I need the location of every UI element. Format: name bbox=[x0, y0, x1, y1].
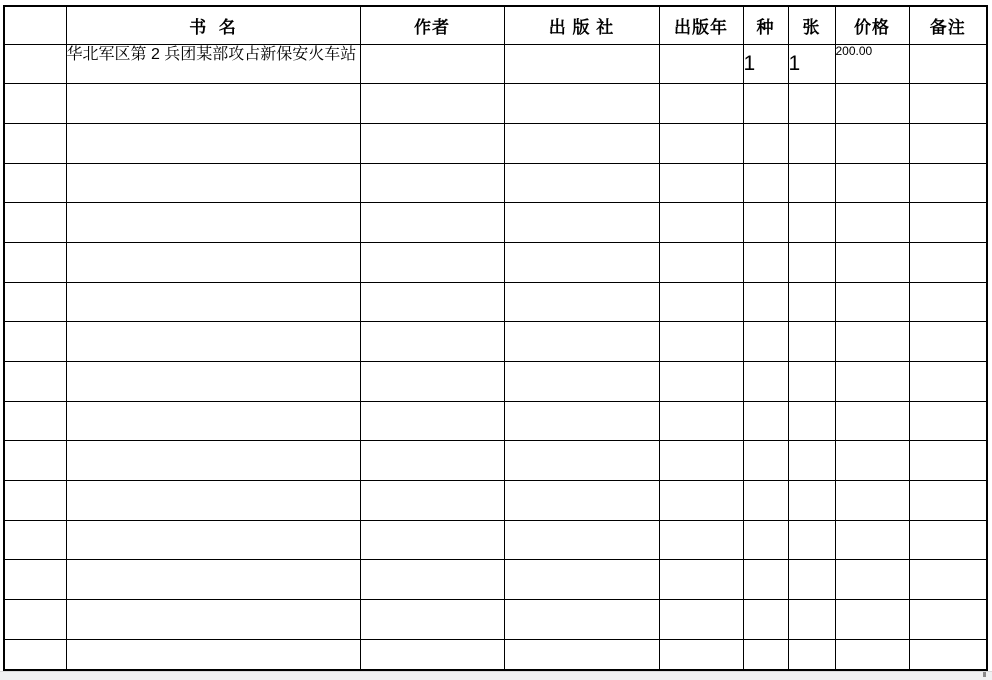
cell-remarks[interactable] bbox=[909, 203, 987, 243]
cell-publisher[interactable] bbox=[504, 441, 659, 481]
cell-publisher[interactable] bbox=[504, 401, 659, 441]
cell-book-title[interactable] bbox=[66, 401, 360, 441]
cell-sheets[interactable] bbox=[788, 639, 835, 670]
cell-sheets[interactable] bbox=[788, 520, 835, 560]
cell-kind[interactable]: 1 bbox=[743, 44, 788, 84]
cell-price[interactable] bbox=[835, 560, 909, 600]
cell-index[interactable] bbox=[4, 44, 66, 84]
cell-sheets[interactable] bbox=[788, 441, 835, 481]
cell-price[interactable] bbox=[835, 123, 909, 163]
cell-publish-year[interactable] bbox=[659, 123, 743, 163]
cell-index[interactable] bbox=[4, 362, 66, 402]
cell-author[interactable] bbox=[360, 203, 504, 243]
cell-author[interactable] bbox=[360, 401, 504, 441]
cell-author[interactable] bbox=[360, 481, 504, 521]
table-row bbox=[4, 163, 987, 203]
cell-index[interactable] bbox=[4, 481, 66, 521]
cell-publisher[interactable] bbox=[504, 282, 659, 322]
cell-index[interactable] bbox=[4, 203, 66, 243]
cell-kind[interactable] bbox=[743, 322, 788, 362]
header-author: 作者 bbox=[360, 6, 504, 44]
cell-book-title[interactable] bbox=[66, 163, 360, 203]
cell-index[interactable] bbox=[4, 84, 66, 124]
cell-author[interactable] bbox=[360, 282, 504, 322]
header-price: 价格 bbox=[835, 6, 909, 44]
cell-price[interactable]: 200.00 bbox=[835, 44, 909, 84]
table-row bbox=[4, 322, 987, 362]
cell-index[interactable] bbox=[4, 123, 66, 163]
cell-author[interactable] bbox=[360, 560, 504, 600]
cell-kind[interactable] bbox=[743, 639, 788, 670]
cell-sheets[interactable] bbox=[788, 481, 835, 521]
cell-publish-year[interactable] bbox=[659, 600, 743, 640]
cell-price[interactable] bbox=[835, 203, 909, 243]
cell-book-title[interactable] bbox=[66, 639, 360, 670]
cell-book-title[interactable] bbox=[66, 282, 360, 322]
header-book-title: 书 名 bbox=[66, 6, 360, 44]
header-remarks: 备注 bbox=[909, 6, 987, 44]
table-row bbox=[4, 481, 987, 521]
cell-sheets[interactable] bbox=[788, 163, 835, 203]
cell-index[interactable] bbox=[4, 639, 66, 670]
table-row bbox=[4, 242, 987, 282]
cell-remarks[interactable] bbox=[909, 44, 987, 84]
cell-publisher[interactable] bbox=[504, 362, 659, 402]
cell-sheets[interactable]: 1 bbox=[788, 44, 835, 84]
cell-author[interactable] bbox=[360, 520, 504, 560]
cell-remarks[interactable] bbox=[909, 441, 987, 481]
cell-index[interactable] bbox=[4, 441, 66, 481]
cell-remarks[interactable] bbox=[909, 520, 987, 560]
header-sheets: 张 bbox=[788, 6, 835, 44]
cell-publisher[interactable] bbox=[504, 560, 659, 600]
cell-publish-year[interactable] bbox=[659, 401, 743, 441]
header-row bbox=[4, 6, 987, 44]
cell-sheets[interactable] bbox=[788, 282, 835, 322]
cell-publish-year[interactable] bbox=[659, 520, 743, 560]
cell-publisher[interactable] bbox=[504, 639, 659, 670]
table-row bbox=[4, 600, 987, 640]
cell-remarks[interactable] bbox=[909, 481, 987, 521]
cell-index[interactable] bbox=[4, 520, 66, 560]
cell-sheets[interactable] bbox=[788, 203, 835, 243]
cell-price[interactable] bbox=[835, 282, 909, 322]
cell-publish-year[interactable] bbox=[659, 84, 743, 124]
scrollbar-corner-mark bbox=[983, 672, 986, 677]
header-kind: 种 bbox=[743, 6, 788, 44]
cell-book-title[interactable] bbox=[66, 362, 360, 402]
table-row bbox=[4, 639, 987, 670]
cell-kind[interactable] bbox=[743, 481, 788, 521]
cell-price[interactable] bbox=[835, 520, 909, 560]
cell-remarks[interactable] bbox=[909, 282, 987, 322]
table-row bbox=[4, 282, 987, 322]
cell-kind[interactable] bbox=[743, 163, 788, 203]
cell-publish-year[interactable] bbox=[659, 362, 743, 402]
cell-publisher[interactable] bbox=[504, 600, 659, 640]
cell-kind[interactable] bbox=[743, 520, 788, 560]
cell-publish-year[interactable] bbox=[659, 242, 743, 282]
table-row bbox=[4, 401, 987, 441]
cell-kind[interactable] bbox=[743, 362, 788, 402]
cell-publisher[interactable] bbox=[504, 203, 659, 243]
cell-publish-year[interactable] bbox=[659, 441, 743, 481]
cell-book-title[interactable] bbox=[66, 600, 360, 640]
table-row bbox=[4, 520, 987, 560]
cell-price[interactable] bbox=[835, 362, 909, 402]
cell-book-title[interactable] bbox=[66, 84, 360, 124]
table-row bbox=[4, 84, 987, 124]
cell-book-title[interactable] bbox=[66, 203, 360, 243]
cell-author[interactable] bbox=[360, 441, 504, 481]
cell-remarks[interactable] bbox=[909, 84, 987, 124]
cell-sheets[interactable] bbox=[788, 322, 835, 362]
cell-remarks[interactable] bbox=[909, 123, 987, 163]
header-publisher: 出 版 社 bbox=[504, 6, 659, 44]
cell-remarks[interactable] bbox=[909, 322, 987, 362]
table-row bbox=[4, 560, 987, 600]
cell-publish-year[interactable] bbox=[659, 163, 743, 203]
cell-index[interactable] bbox=[4, 242, 66, 282]
table-row bbox=[4, 123, 987, 163]
cell-price[interactable] bbox=[835, 242, 909, 282]
header-index bbox=[4, 6, 66, 44]
cell-publish-year[interactable] bbox=[659, 44, 743, 84]
cell-index[interactable] bbox=[4, 322, 66, 362]
table-row bbox=[4, 203, 987, 243]
cell-publish-year[interactable] bbox=[659, 322, 743, 362]
cell-author[interactable] bbox=[360, 44, 504, 84]
cell-kind[interactable] bbox=[743, 401, 788, 441]
cell-price[interactable] bbox=[835, 639, 909, 670]
page-bottom-edge bbox=[0, 671, 992, 680]
cell-kind[interactable] bbox=[743, 203, 788, 243]
table-row bbox=[4, 44, 987, 84]
cell-price[interactable] bbox=[835, 84, 909, 124]
cell-publisher[interactable] bbox=[504, 242, 659, 282]
cell-book-title[interactable] bbox=[66, 322, 360, 362]
cell-kind[interactable] bbox=[743, 560, 788, 600]
cell-publisher[interactable] bbox=[504, 481, 659, 521]
cell-kind[interactable] bbox=[743, 123, 788, 163]
cell-kind[interactable] bbox=[743, 600, 788, 640]
cell-publish-year[interactable] bbox=[659, 639, 743, 670]
cell-author[interactable] bbox=[360, 242, 504, 282]
cell-book-title[interactable] bbox=[66, 242, 360, 282]
cell-remarks[interactable] bbox=[909, 362, 987, 402]
cell-sheets[interactable] bbox=[788, 242, 835, 282]
cell-sheets[interactable] bbox=[788, 560, 835, 600]
cell-index[interactable] bbox=[4, 560, 66, 600]
cell-author[interactable] bbox=[360, 639, 504, 670]
cell-author[interactable] bbox=[360, 362, 504, 402]
cell-book-title[interactable] bbox=[66, 123, 360, 163]
cell-publisher[interactable] bbox=[504, 163, 659, 203]
cell-sheets[interactable] bbox=[788, 123, 835, 163]
cell-price[interactable] bbox=[835, 600, 909, 640]
cell-publisher[interactable] bbox=[504, 44, 659, 84]
cell-price[interactable] bbox=[835, 481, 909, 521]
cell-publisher[interactable] bbox=[504, 520, 659, 560]
cell-price[interactable] bbox=[835, 322, 909, 362]
cell-kind[interactable] bbox=[743, 242, 788, 282]
cell-book-title[interactable]: 华北军区第 2 兵团某部攻占新保安火车站 bbox=[66, 44, 360, 84]
table-row bbox=[4, 362, 987, 402]
book-catalog-table bbox=[3, 5, 988, 671]
cell-price[interactable] bbox=[835, 401, 909, 441]
cell-sheets[interactable] bbox=[788, 600, 835, 640]
cell-remarks[interactable] bbox=[909, 163, 987, 203]
cell-author[interactable] bbox=[360, 600, 504, 640]
cell-author[interactable] bbox=[360, 163, 504, 203]
cell-publish-year[interactable] bbox=[659, 282, 743, 322]
cell-publish-year[interactable] bbox=[659, 203, 743, 243]
cell-publish-year[interactable] bbox=[659, 560, 743, 600]
cell-book-title[interactable] bbox=[66, 441, 360, 481]
cell-book-title[interactable] bbox=[66, 481, 360, 521]
cell-publisher[interactable] bbox=[504, 84, 659, 124]
header-publish-year: 出版年 bbox=[659, 6, 743, 44]
cell-remarks[interactable] bbox=[909, 401, 987, 441]
cell-sheets[interactable] bbox=[788, 362, 835, 402]
cell-price[interactable] bbox=[835, 163, 909, 203]
cell-publisher[interactable] bbox=[504, 322, 659, 362]
cell-author[interactable] bbox=[360, 322, 504, 362]
cell-publisher[interactable] bbox=[504, 123, 659, 163]
cell-remarks[interactable] bbox=[909, 560, 987, 600]
cell-kind[interactable] bbox=[743, 282, 788, 322]
cell-remarks[interactable] bbox=[909, 600, 987, 640]
cell-book-title[interactable] bbox=[66, 560, 360, 600]
cell-index[interactable] bbox=[4, 282, 66, 322]
table-body bbox=[4, 44, 987, 670]
cell-remarks[interactable] bbox=[909, 639, 987, 670]
cell-kind[interactable] bbox=[743, 441, 788, 481]
cell-author[interactable] bbox=[360, 123, 504, 163]
cell-remarks[interactable] bbox=[909, 242, 987, 282]
cell-index[interactable] bbox=[4, 600, 66, 640]
cell-price[interactable] bbox=[835, 441, 909, 481]
table-row bbox=[4, 441, 987, 481]
cell-author[interactable] bbox=[360, 84, 504, 124]
cell-kind[interactable] bbox=[743, 84, 788, 124]
cell-index[interactable] bbox=[4, 401, 66, 441]
cell-sheets[interactable] bbox=[788, 84, 835, 124]
cell-sheets[interactable] bbox=[788, 401, 835, 441]
cell-index[interactable] bbox=[4, 163, 66, 203]
cell-book-title[interactable] bbox=[66, 520, 360, 560]
cell-publish-year[interactable] bbox=[659, 481, 743, 521]
